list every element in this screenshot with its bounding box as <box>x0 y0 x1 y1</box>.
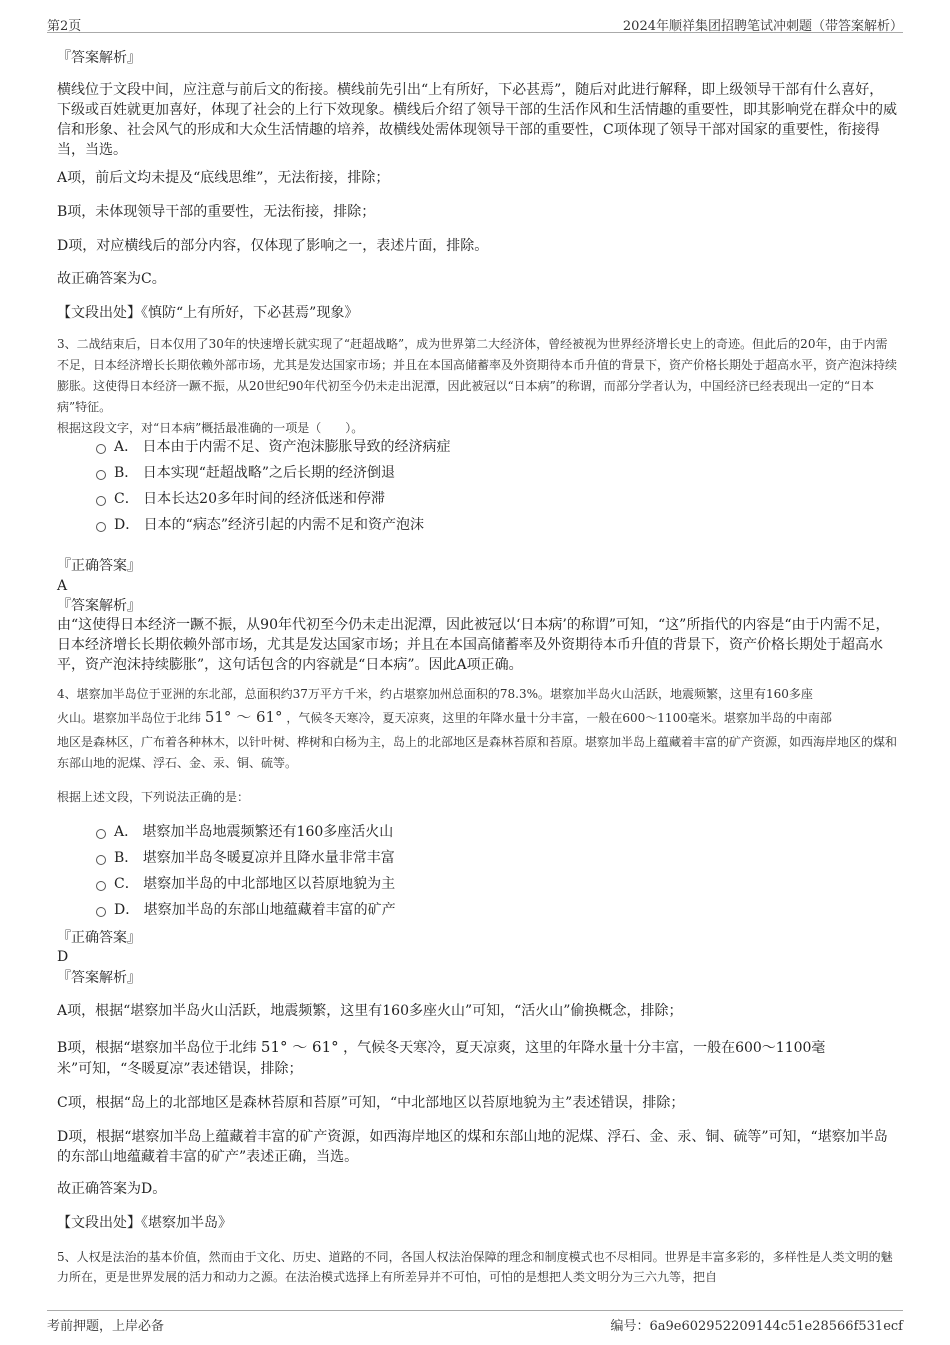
q3-analysis-text: 由“这使得日本经济一蹶不振，从90年代初至今仍未走出泥潭，因此被冠以‘日本病’的称谓”可知，“这”所指代的内容是“由于内需不足，日本经济增长长期依赖外部市场，尤其是发达国家市场；并且在本国高储蓄率及外资期待本币升值的背景下，资产价格长期处于超高水平，资产泡沫持续膨胀”，这句话包含的内容就是“日本病”。因此A项正确。 <box>57 617 890 673</box>
page-header <box>47 12 903 33</box>
radio-icon[interactable] <box>96 855 106 865</box>
radio-icon[interactable] <box>96 522 106 532</box>
q3-question: 根据这段文字，对“日本病”概括最准确的一项是（ ）。 <box>57 421 364 435</box>
q4-option-c-analysis: C项，根据“岛上的北部地区是森林苔原和苔原”可知，“中北部地区以苔原地貌为主”表述错误，排除； <box>57 1095 685 1111</box>
q2-source: 【文段出处】《慎防“上有所好，下必甚焉”现象》 <box>57 305 359 321</box>
q5-stem: 5、人权是法治的基本价值，然而由于文化、历史、道路的不同，各国人权法治保障的理念和制度模式也不尽相同。世界是丰富多彩的，多样性是人类文明的魅力所在，更是世界发展的活力和动力之源。在法治模式选择上有所差异并不可怕，可怕的是想把人类文明分为三六九等，把自 <box>57 1250 893 1284</box>
radio-icon[interactable] <box>96 881 106 891</box>
document-id: 编号：6a9e602952209144c51e28566f531ecf <box>610 1319 903 1334</box>
q2-option-b-analysis: B项，未体现领导干部的重要性，无法衔接，排除； <box>57 204 376 220</box>
radio-icon[interactable] <box>96 496 106 506</box>
q2-analysis-label: 『答案解析』 <box>57 50 141 66</box>
q2-option-d-analysis: D项，对应横线后的部分内容，仅体现了影响之一，表述片面，排除。 <box>57 238 489 254</box>
q3-analysis-label: 『答案解析』 <box>57 598 141 614</box>
radio-icon[interactable] <box>96 444 106 454</box>
q4-option-d[interactable]: D． 堪察加半岛的东部山地蕴藏着丰富的矿产 <box>96 900 396 920</box>
latitude-formula: 51° ～ 61° <box>260 1038 339 1056</box>
q4-option-b[interactable]: B． 堪察加半岛冬暖夏凉并且降水量非常丰富 <box>96 848 395 868</box>
q4-question: 根据上述文段，下列说法正确的是： <box>57 790 250 804</box>
q4-correct-answer: D <box>57 949 69 965</box>
q4-analysis-label: 『答案解析』 <box>57 970 141 986</box>
q3-option-c[interactable]: C． 日本长达20多年时间的经济低迷和停滞 <box>96 489 385 509</box>
q4-option-b-analysis-line2: 米”可知，“冬暖夏凉”表述错误，排除； <box>57 1061 303 1077</box>
q4-source: 【文段出处】《堪察加半岛》 <box>57 1215 232 1231</box>
q3-correct-answer: A <box>57 578 68 594</box>
q2-analysis-text: 横线位于文段中间，应注意与前后文的衔接。横线前先引出“上有所好，下必甚焉”，随后对此进行解释，即上级领导干部有什么喜好，下级或百姓就更加喜好，体现了社会的上行下效现象。横线后介绍了领导干部的生活作风和生活情趣的重要性，即其影响党在群众中的威信和形象、社会风气的形成和大众生活情趣的培养，故横线处需体现领导干部的重要性，C项体现了领导干部对国家的重要性，衔接得当，当选。 <box>57 82 897 158</box>
q4-stem-line1: 4、堪察加半岛位于亚洲的东北部，总面积约37万平方千米，约占堪察加州总面积的78.3%。堪察加半岛火山活跃，地震频繁，这里有160多座 <box>57 687 813 701</box>
radio-icon[interactable] <box>96 829 106 839</box>
q3-option-d[interactable]: D． 日本的“病态”经济引起的内需不足和资产泡沫 <box>96 515 424 535</box>
q3-correct-label: 『正确答案』 <box>57 558 141 574</box>
q3-option-a[interactable]: A． 日本由于内需不足、资产泡沫膨胀导致的经济病症 <box>96 437 451 457</box>
radio-icon[interactable] <box>96 470 106 480</box>
q4-stem-line3: 地区是森林区，广布着各种林木，以针叶树、桦树和白杨为主，岛上的北部地区是森林苔原和苔原。堪察加半岛上蕴藏着丰富的矿产资源，如西海岸地区的煤和东部山地的泥煤、浮石、金、汞、铜、硫等。 <box>57 735 898 770</box>
q4-option-c[interactable]: C． 堪察加半岛的中北部地区以苔原地貌为主 <box>96 874 395 894</box>
q4-option-b-analysis-line1: B项，根据“堪察加半岛位于北纬 51° ～ 61° ，气候冬天寒冷，夏天凉爽，这里的年降水量十分丰富，一般在600～1100毫 <box>57 1038 826 1056</box>
q4-stem-line2: 火山。堪察加半岛位于北纬 51° ～ 61° ，气候冬天寒冷，夏天凉爽，这里的年降水量十分丰富，一般在600～1100毫米。堪察加半岛的中南部 <box>57 708 832 726</box>
q4-option-a-analysis: A项，根据“堪察加半岛火山活跃，地震频繁，这里有160多座火山”可知，“活火山”偷换概念，排除； <box>57 1003 683 1019</box>
radio-icon[interactable] <box>96 907 106 917</box>
page-footer <box>47 1310 903 1333</box>
q4-correct-label: 『正确答案』 <box>57 930 141 946</box>
q4-option-a[interactable]: A． 堪察加半岛地震频繁还有160多座活火山 <box>96 822 393 842</box>
latitude-formula: 51° ～ 61° <box>204 708 283 726</box>
q4-option-d-analysis: D项，根据“堪察加半岛上蕴藏着丰富的矿产资源，如西海岸地区的煤和东部山地的泥煤、浮石、金、汞、铜、硫等”可知，“堪察加半岛的东部山地蕴藏着丰富的矿产”表述正确，当选。 <box>57 1129 888 1165</box>
q3-option-b[interactable]: B． 日本实现“赶超战略”之后长期的经济倒退 <box>96 463 395 483</box>
q4-answer: 故正确答案为D。 <box>57 1181 167 1197</box>
document-title: 2024年顺祥集团招聘笔试冲刺题（带答案解析） <box>622 19 903 34</box>
q2-option-a-analysis: A项，前后文均未提及“底线思维”，无法衔接，排除； <box>57 170 390 186</box>
footer-slogan: 考前押题，上岸必备 <box>47 1319 165 1334</box>
page-number: 第2页 <box>47 19 82 34</box>
q3-stem: 3、二战结束后，日本仅用了30年的快速增长就实现了“赶超战略”，成为世界第二大经济体，曾经被视为世界经济增长史上的奇迹。但此后的20年，由于内需不足，日本经济增长长期依赖外部市场，尤其是发达国家市场；并且在本国高储蓄率及外资期待本币升值的背景下，资产价格长期处于超高水平，资产泡沫持续膨胀。这使得日本经济一蹶不振，从20世纪90年代初至今仍未走出泥潭，因此被冠以“日本病”的称谓，而部分学者认为，中国经济已经表现出一定的“日本病”特征。 <box>57 337 898 414</box>
q2-answer: 故正确答案为C。 <box>57 271 166 287</box>
